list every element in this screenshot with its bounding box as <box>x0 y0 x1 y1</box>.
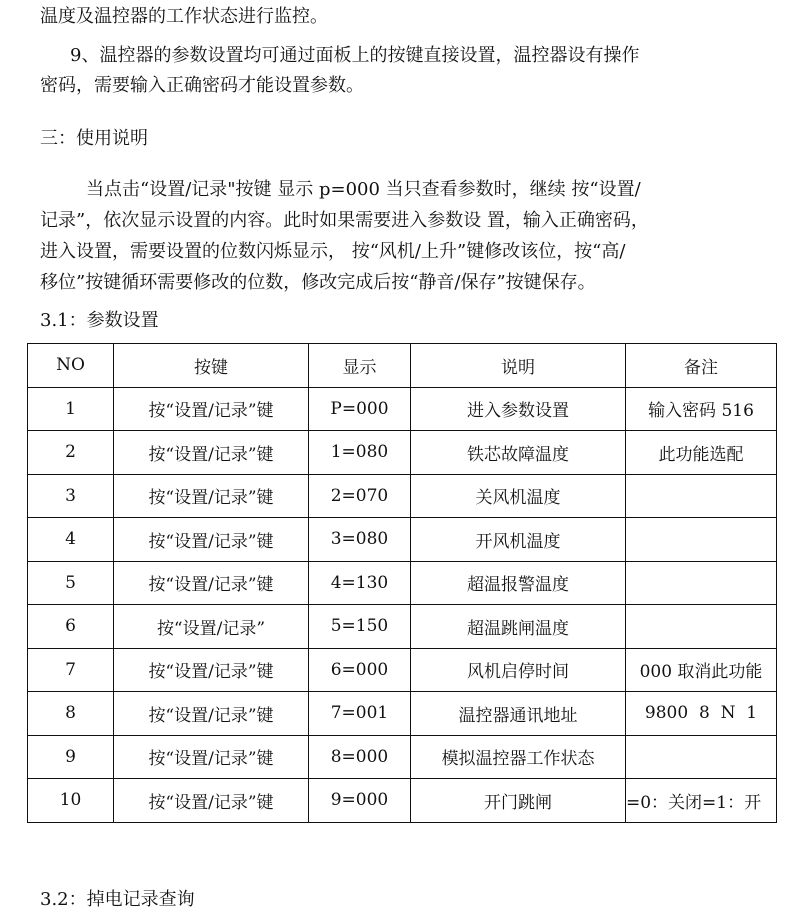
table-cell: 6=000 <box>309 648 411 692</box>
table-cell: 2=070 <box>309 474 411 518</box>
table-cell: 风机启停时间 <box>411 648 626 692</box>
table-cell: 5=150 <box>309 605 411 649</box>
table-cell: 3=080 <box>309 518 411 562</box>
table-cell: 按“设置/记录”键 <box>114 735 309 779</box>
table-cell: 3 <box>28 474 114 518</box>
table-cell: 9800 8 N 1 <box>626 692 777 736</box>
paragraph-line: 当点击“设置/记录"按键 显示 p=000 当只查看参数时，继续 按“设置/ <box>86 179 641 200</box>
table-cell: 按“设置/记录”键 <box>114 692 309 736</box>
subsection-title: 3.1：参数设置 <box>40 310 159 331</box>
paragraph-line: 9、温控器的参数设置均可通过面板上的按键直接设置，温控器设有操作 <box>70 45 640 66</box>
parameter-table <box>27 343 777 823</box>
table-cell: 按“设置/记录”键 <box>114 561 309 605</box>
table-cell: =0：关闭=1：开 <box>626 779 777 823</box>
header-cell: 说明 <box>411 344 626 388</box>
table-row <box>28 779 777 823</box>
table-row <box>28 648 777 692</box>
table-cell: 输入密码 516 <box>626 387 777 431</box>
table-cell: 1 <box>28 387 114 431</box>
table-cell: 10 <box>28 779 114 823</box>
table-cell: 此功能选配 <box>626 431 777 475</box>
header-cell: 按键 <box>114 344 309 388</box>
table-cell: 8 <box>28 692 114 736</box>
table-cell <box>626 474 777 518</box>
paragraph-line: 温度及温控器的工作状态进行监控。 <box>40 6 328 27</box>
table-cell: 000 取消此功能 <box>626 648 777 692</box>
table-cell: 按“设置/记录”键 <box>114 648 309 692</box>
table-row <box>28 735 777 779</box>
paragraph-line: 进入设置，需要设置的位数闪烁显示， 按“风机/上升”键修改该位，按“高/ <box>40 241 626 262</box>
table-cell: 关风机温度 <box>411 474 626 518</box>
table-row <box>28 692 777 736</box>
table-cell: 9=000 <box>309 779 411 823</box>
table-cell: P=000 <box>309 387 411 431</box>
table-row <box>28 605 777 649</box>
paragraph-line: 移位”按键循环需要修改的位数，修改完成后按“静音/保存”按键保存。 <box>40 272 596 293</box>
table-cell: 温控器通讯地址 <box>411 692 626 736</box>
table-cell: 模拟温控器工作状态 <box>411 735 626 779</box>
table-cell: 铁芯故障温度 <box>411 431 626 475</box>
table-cell: 按“设置/记录” <box>114 605 309 649</box>
table-cell <box>626 518 777 562</box>
subsection-title: 3.2：掉电记录查询 <box>40 889 195 910</box>
table-row <box>28 561 777 605</box>
table-cell: 开风机温度 <box>411 518 626 562</box>
table-cell: 按“设置/记录”键 <box>114 474 309 518</box>
paragraph-line: 记录”，依次显示设置的内容。此时如果需要进入参数设 置，输入正确密码， <box>40 210 649 231</box>
table-cell: 超温报警温度 <box>411 561 626 605</box>
table-cell <box>626 561 777 605</box>
table-row <box>28 387 777 431</box>
table-row <box>28 431 777 475</box>
table-cell: 按“设置/记录”键 <box>114 518 309 562</box>
table-cell: 9 <box>28 735 114 779</box>
table-header-row <box>28 344 777 388</box>
table-cell: 超温跳闸温度 <box>411 605 626 649</box>
paragraph-line: 密码，需要输入正确密码才能设置参数。 <box>40 75 364 96</box>
header-cell: 显示 <box>309 344 411 388</box>
section-title: 三：使用说明 <box>40 128 148 149</box>
table-cell: 7 <box>28 648 114 692</box>
table-cell: 8=000 <box>309 735 411 779</box>
header-cell: NO <box>28 344 114 388</box>
table-cell: 4 <box>28 518 114 562</box>
table-cell <box>626 735 777 779</box>
table-row <box>28 474 777 518</box>
table-cell: 4=130 <box>309 561 411 605</box>
header-cell: 备注 <box>626 344 777 388</box>
table-row <box>28 518 777 562</box>
table-cell: 按“设置/记录”键 <box>114 431 309 475</box>
table-cell: 7=001 <box>309 692 411 736</box>
table-cell: 按“设置/记录”键 <box>114 387 309 431</box>
table-cell: 6 <box>28 605 114 649</box>
table-cell: 开门跳闸 <box>411 779 626 823</box>
table-cell: 按“设置/记录”键 <box>114 779 309 823</box>
table-cell <box>626 605 777 649</box>
table-cell: 5 <box>28 561 114 605</box>
table-cell: 1=080 <box>309 431 411 475</box>
table-cell: 2 <box>28 431 114 475</box>
table-cell: 进入参数设置 <box>411 387 626 431</box>
